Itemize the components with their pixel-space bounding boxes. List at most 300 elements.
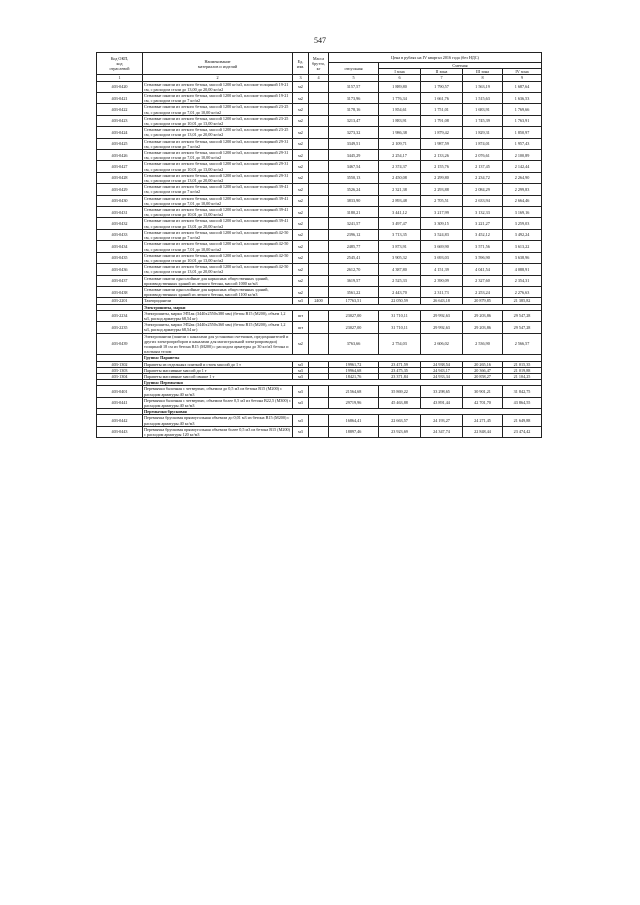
name-cell: Стеновые панели из легкого бетона, массой 1200 кг/м3, плоские толщиной 42-50 см, с расходом стали до 10,01 до 13,00 кг/м2: [143, 252, 293, 263]
price-cell: 29 992,63: [421, 310, 463, 321]
price-cell: 20 879,85: [463, 298, 503, 304]
name-cell: Электропанели (панели с каналами для установки счетчиков, предохранителей и других электроприборов и каналами для магистральной электропроводки) толщиной 18 см из бетона В15 (М200) с расходом арматуры до 30 кг/м3 бетона и плотным телом: [143, 333, 293, 355]
price-cell: 2545,41: [329, 252, 379, 263]
name-cell: Перемычка брусковая прямоугольная объемом более 0,5 м3 из бетона В15 (М200) с расходом арматуры 120 кг/м3: [143, 426, 293, 437]
code-cell: 403-2201: [97, 298, 143, 304]
mass-cell: [309, 93, 329, 104]
price-cell: 21 649,88: [503, 415, 542, 426]
price-cell: 2 390,09: [421, 275, 463, 286]
price-cell: 20 858,27: [463, 373, 503, 379]
price-cell: 3 441,12: [379, 207, 421, 218]
table-row: [97, 275, 542, 286]
price-cell: 2 084,29: [463, 184, 503, 195]
unit-cell: м3: [293, 298, 309, 304]
price-cell: 2485,77: [329, 241, 379, 252]
name-cell: Стеновые панели из легкого бетона, массой 1200 кг/м3, плоские толщиной 19-21 см, с расходом стали до 7 кг/м2: [143, 93, 293, 104]
unit-cell: м2: [293, 286, 309, 297]
name-cell: Стеновые панели из легкого бетона, массой 1200 кг/м3, плоские толщиной 29-31 см, с расходом стали до 10,01 до 13,00 кг/м2: [143, 161, 293, 172]
price-cell: 3 669,90: [421, 241, 463, 252]
zone-header: III зона: [463, 69, 503, 75]
code-cell: 403-0424: [97, 127, 143, 138]
mass-cell: [309, 241, 329, 252]
group-title: Группа: Парапеты: [143, 355, 542, 361]
mass-header-line-2: брутто,: [311, 61, 325, 67]
mass-cell: [309, 397, 329, 408]
price-cell: 2 254,17: [379, 150, 421, 161]
mass-cell: [309, 286, 329, 297]
mass-cell: [309, 386, 329, 397]
price-cell: 3 596,90: [463, 252, 503, 263]
name-header-line-2: материалов и изделий: [197, 63, 238, 69]
code-cell: 403-1303: [97, 367, 143, 373]
code-cell: 403-1302: [97, 361, 143, 367]
code-header-line-2: код: [116, 61, 123, 67]
price-cell: 3445,29: [329, 150, 379, 161]
price-cell: 3763,66: [329, 333, 379, 355]
column-index: 9: [503, 75, 542, 81]
price-cell: 23027,00: [329, 310, 379, 321]
price-cell: 22 848,44: [463, 426, 503, 437]
price-cell: 31 710,11: [379, 322, 421, 333]
code-cell: 403-0421: [97, 93, 143, 104]
price-cell: 3 693,03: [421, 252, 463, 263]
price-cell: 1 790,57: [421, 81, 463, 92]
table-row: [97, 93, 542, 104]
mass-cell: 2400: [309, 298, 329, 304]
price-cell: 1 745,39: [463, 115, 503, 126]
mass-cell: [309, 195, 329, 206]
code-cell: 403-0429: [97, 184, 143, 195]
price-cell: 35 869,22: [379, 386, 421, 397]
name-cell: Парапеты массивные массой до 1 т: [143, 367, 293, 373]
group-title: Перемычки брусковая: [143, 409, 542, 415]
table-body: [97, 81, 542, 438]
table-row: [97, 104, 542, 115]
code-cell: 403-0441: [97, 397, 143, 408]
code-cell: 403-2235: [97, 322, 143, 333]
code-cell: 403-0433: [97, 229, 143, 240]
table-row: [97, 207, 542, 218]
price-cell: 23 923,69: [379, 426, 421, 437]
unit-cell: м2: [293, 333, 309, 355]
unit-cell: м2: [293, 207, 309, 218]
sub-header: Сметная: [379, 63, 542, 69]
price-cell: 3 452,12: [463, 229, 503, 240]
price-cell: 2 100,89: [503, 150, 542, 161]
price-cell: 1 763,91: [503, 115, 542, 126]
price-cell: 3 132,33: [463, 207, 503, 218]
code-header-line-1: Код ОКП,: [110, 55, 129, 61]
price-cell: 3 638,96: [503, 252, 542, 263]
price-cell: 2 327,60: [463, 275, 503, 286]
price-cell: 1 776,34: [379, 93, 421, 104]
column-index: 2: [143, 75, 293, 81]
code-cell: 403-2234: [97, 310, 143, 321]
name-cell: Стеновые панели из легкого бетона, массой 1200 кг/м3, плоские толщиной 39-41 см, с расходом стали до 7,01 до 10,00 кг/м2: [143, 195, 293, 206]
price-cell: 3157,57: [329, 81, 379, 92]
mass-cell: [309, 115, 329, 126]
unit-cell: м3: [293, 367, 309, 373]
unit-cell: м2: [293, 150, 309, 161]
table-row: [97, 415, 542, 426]
mass-cell: [309, 161, 329, 172]
code-cell: 403-0422: [97, 104, 143, 115]
price-title-header: Цена в рублях на IV квартал 2016 года (без НДС): [329, 53, 542, 63]
unit-cell: м2: [293, 264, 309, 275]
price-cell: 2 566,57: [503, 333, 542, 355]
unit-cell: м2: [293, 93, 309, 104]
table-header: [97, 53, 542, 82]
price-cell: 2 321,38: [379, 184, 421, 195]
price-cell: 22 050,59: [379, 298, 421, 304]
price-cell: 23 371,84: [379, 373, 421, 379]
price-cell: 3 905,32: [379, 252, 421, 263]
unit-cell: м2: [293, 184, 309, 195]
unit-cell: м3: [293, 386, 309, 397]
price-cell: 43 864,55: [503, 397, 542, 408]
price-cell: 24 193,27: [421, 415, 463, 426]
zone-header: IV зона: [503, 69, 542, 75]
column-index: 4: [309, 75, 329, 81]
mass-cell: [309, 333, 329, 355]
price-cell: 21 015,35: [503, 361, 542, 367]
price-cell: 3349,51: [329, 138, 379, 149]
code-cell: 403-0427: [97, 161, 143, 172]
price-cell: 3467,54: [329, 161, 379, 172]
table-row: [97, 241, 542, 252]
price-cell: 3 497,47: [379, 218, 421, 229]
table-row: [97, 138, 542, 149]
price-cell: 31 842,75: [503, 386, 542, 397]
price-cell: 1 751,01: [421, 104, 463, 115]
unit-cell: м2: [293, 241, 309, 252]
code-cell: 403-0425: [97, 138, 143, 149]
name-cell: Стеновые панели из легкого бетона, массой 1200 кг/м3, плоские толщиной 29-31 см, с расходом стали до 7 кг/м2: [143, 138, 293, 149]
name-cell: Парапеты массивные массой свыше 1 т: [143, 373, 293, 379]
price-cell: 19964,68: [329, 367, 379, 373]
price-cell: 29 203,86: [463, 310, 503, 321]
table-row: [97, 218, 542, 229]
unit-cell: м2: [293, 104, 309, 115]
unit-cell: м2: [293, 218, 309, 229]
mass-cell: [309, 218, 329, 229]
name-cell: Перемычки балочная с четвертью, объемом до 0,5 м3 из бетона В15 (М200) с расходом арматуры 40 кг/м3: [143, 386, 293, 397]
mass-header-line-1: Масса: [312, 55, 325, 61]
price-cell: 1 854,61: [379, 104, 421, 115]
price-cell: 30 901,21: [463, 386, 503, 397]
table-row: [97, 150, 542, 161]
unit-cell: м2: [293, 252, 309, 263]
mass-cell: [309, 310, 329, 321]
code-cell: 403-0442: [97, 415, 143, 426]
price-cell: 3 613,22: [503, 241, 542, 252]
price-cell: 29 547,28: [503, 310, 542, 321]
page-number: 547: [314, 36, 326, 45]
price-cell: 23 471,59: [379, 361, 421, 367]
price-cell: 2 606,02: [421, 333, 463, 355]
unit-cell: м2: [293, 138, 309, 149]
price-cell: 21 104,25: [503, 373, 542, 379]
price-cell: 24 933,34: [421, 373, 463, 379]
price-cell: 2 443,70: [379, 286, 421, 297]
mass-cell: [309, 150, 329, 161]
price-cell: 2 142,44: [503, 161, 542, 172]
price-cell: 1 636,53: [503, 93, 542, 104]
name-cell: Стеновые панели из легкого бетона, массой 1200 кг/м3, плоские толщиной 39-41 см, с расходом стали до 7 кг/м2: [143, 184, 293, 195]
name-cell: Стеновые панели однослойные для каркасных общественных зданий, производственных зданий из легкого бетона, массой 1100 кг/м3: [143, 286, 293, 297]
column-index: 8: [463, 75, 503, 81]
price-cell: 3550,13: [329, 172, 379, 183]
price-cell: 2 893,48: [379, 195, 421, 206]
price-cell: 31 710,11: [379, 310, 421, 321]
column-index: 7: [421, 75, 463, 81]
table-row: [97, 81, 542, 92]
price-cell: 3 259,03: [503, 218, 542, 229]
name-cell: Стеновые панели из легкого бетона, массой 1200 кг/м3, плоские толщиной 39-41 см, с расходом стали до 10,01 до 13,00 кг/м2: [143, 207, 293, 218]
price-cell: 1 829,31: [463, 127, 503, 138]
mass-header: [309, 53, 329, 75]
mass-cell: [309, 104, 329, 115]
price-cell: 1 791,08: [421, 115, 463, 126]
price-cell: 45 463,88: [379, 397, 421, 408]
price-cell: 3833,90: [329, 195, 379, 206]
name-cell: Парапеты из отдельных плиткой и стоек массой до 1 т: [143, 361, 293, 367]
price-cell: 1 683,91: [463, 104, 503, 115]
price-cell: 2 374,37: [379, 161, 421, 172]
price-cell: 23 474,42: [503, 426, 542, 437]
price-cell: 1 563,19: [463, 81, 503, 92]
table-row: [97, 229, 542, 240]
mass-cell: [309, 415, 329, 426]
name-cell: Перемычки балочная с четвертью, объемом более 0,5 м3 из бетона В22,5 (М300) с расходом арматуры 40 кг/м3: [144, 397, 291, 408]
unit-cell: м3: [293, 361, 309, 367]
price-cell: 2 525,33: [379, 275, 421, 286]
code-cell: 403-0420: [97, 81, 143, 92]
price-cell: 21 385,82: [503, 298, 542, 304]
price-cell: 19961,72: [329, 361, 379, 367]
price-cell: 3173,96: [329, 93, 379, 104]
mass-cell: [309, 275, 329, 286]
unit-cell: м2: [293, 161, 309, 172]
mass-cell: [309, 184, 329, 195]
name-cell: Стеновые панели из легкого бетона, массой 1200 кг/м3, плоские толщиной 42-50 см, с расходом стали до 7 кг/м2: [143, 229, 293, 240]
price-cell: 2 705,51: [421, 195, 463, 206]
price-cell: 1 889,80: [379, 81, 421, 92]
price-cell: 1 515,63: [463, 93, 503, 104]
table-row: [97, 264, 542, 275]
price-cell: 3 309,15: [421, 218, 463, 229]
mass-cell: [309, 426, 329, 437]
price-cell: 3273,32: [329, 127, 379, 138]
price-cell: 4 151,39: [421, 264, 463, 275]
price-cell: 3241,57: [329, 218, 379, 229]
table-row: [97, 161, 542, 172]
name-cell: Перемычка брусковая прямоугольная объемом до 0,01 м3 из бетона В15 (М200) с расходом арматуры 40 кг/м3: [143, 415, 293, 426]
price-cell: 2 354,31: [503, 275, 542, 286]
price-cell: 29 203,86: [463, 322, 503, 333]
price-cell: 21 019,88: [503, 367, 542, 373]
unit-cell: шт: [293, 310, 309, 321]
price-cell: 1 661,76: [421, 93, 463, 104]
price-cell: 24 271,45: [463, 415, 503, 426]
price-cell: 4 041,54: [463, 264, 503, 275]
price-cell: 1 883,91: [379, 115, 421, 126]
group-title: Электрошиты, марки: [143, 304, 542, 310]
table-row: [97, 386, 542, 397]
price-cell: 3 169,16: [503, 207, 542, 218]
price-cell: 2 299,83: [503, 184, 542, 195]
price-cell: 29719,96: [329, 397, 379, 408]
mass-cell: [309, 322, 329, 333]
price-cell: 3213,47: [329, 115, 379, 126]
price-cell: 2 536,90: [463, 333, 503, 355]
price-cell: 2 264,90: [503, 172, 542, 183]
code-header-line-3: отраслевой: [109, 66, 130, 72]
name-cell: Стеновые панели из легкого бетона, массой 1200 кг/м3, плоские толщиной 19-21 см, с расходом стали до 13,00 до 20,00 кг/м2: [143, 81, 293, 92]
code-cell: 403-0430: [97, 195, 143, 206]
price-cell: 2612,70: [329, 264, 379, 275]
name-cell: Стеновые панели из легкого бетона, массой 1200 кг/м3, плоские толщиной 23-25 см, с расходом стали до 13,01 до 20,00 кг/м2: [143, 127, 293, 138]
mass-cell: [309, 207, 329, 218]
table-row: [97, 252, 542, 263]
price-cell: 2 633,94: [463, 195, 503, 206]
price-cell: 17763,51: [329, 298, 379, 304]
price-cell: 2 133,26: [421, 150, 463, 161]
mass-cell: [309, 252, 329, 263]
name-cell: Стеновые панели однослойные для каркасных общественных зданий, производственных зданий из легкого бетона, массой 1000 кг/м3: [143, 275, 293, 286]
price-cell: 23 475,35: [379, 367, 421, 373]
price-cell: 43 891,44: [421, 397, 463, 408]
code-cell: 403-0434: [97, 241, 143, 252]
name-header: [143, 53, 293, 75]
price-cell: 26 643,18: [421, 298, 463, 304]
estimate-header: отпускная: [329, 63, 379, 75]
price-cell: 1 986,38: [379, 127, 421, 138]
code-cell: 403-0436: [97, 264, 143, 275]
name-cell: Электрошиты, марки ЭП1ак (3440х2550х380 мм) (бетон В15 (М200), объем 1,2 м3, расход арматуры 68,54 кг): [143, 310, 293, 321]
price-cell: 29 992,63: [421, 322, 463, 333]
price-cell: 2 664,46: [503, 195, 542, 206]
mass-cell: [309, 138, 329, 149]
name-header-line-1: Наименование: [204, 58, 231, 64]
price-cell: 29 547,28: [503, 322, 542, 333]
price-cell: 3 524,83: [421, 229, 463, 240]
code-cell: 403-0426: [97, 150, 143, 161]
price-cell: 2 155,76: [421, 161, 463, 172]
price-cell: 2 450,08: [379, 172, 421, 183]
unit-cell: м3: [293, 373, 309, 379]
name-cell: Стеновые панели из легкого бетона, массой 1200 кг/м3, плоские толщиной 42-50 см, с расходом стали до 7,01 до 10,00 кг/м2: [143, 241, 293, 252]
price-cell: 2 234,72: [463, 172, 503, 183]
code-cell: 403-0428: [97, 172, 143, 183]
price-cell: 3180,21: [329, 207, 379, 218]
price-cell: 20 366,47: [463, 367, 503, 373]
unit-cell: шт: [293, 322, 309, 333]
unit-cell: м2: [293, 229, 309, 240]
price-cell: 24 938,54: [421, 361, 463, 367]
price-cell: 20 265,16: [463, 361, 503, 367]
table-row: [97, 397, 542, 408]
code-cell: 403-0439: [97, 333, 143, 355]
zone-header: II зона: [421, 69, 463, 75]
price-cell: 21564,68: [329, 386, 379, 397]
price-cell: 3 713,35: [379, 229, 421, 240]
mass-cell: [309, 81, 329, 92]
table-row: [97, 298, 542, 304]
unit-header-line-2: изм.: [296, 63, 305, 69]
price-cell: 1 879,42: [421, 127, 463, 138]
price-cell: 4 088,91: [503, 264, 542, 275]
price-cell: 16864,41: [329, 415, 379, 426]
price-cell: 3 873,91: [379, 241, 421, 252]
code-cell: 403-0432: [97, 218, 143, 229]
price-cell: 1 850,97: [503, 127, 542, 138]
group-title: Группа: Перемычки: [143, 380, 542, 386]
mass-cell: [309, 172, 329, 183]
unit-cell: м2: [293, 81, 309, 92]
price-cell: 3619,57: [329, 275, 379, 286]
code-cell: 403-0423: [97, 115, 143, 126]
price-cell: 1 957,43: [503, 138, 542, 149]
price-cell: 18421,76: [329, 373, 379, 379]
table-row: [97, 184, 542, 195]
price-cell: 2 754,03: [379, 333, 421, 355]
unit-cell: м2: [293, 172, 309, 183]
price-cell: 3526,24: [329, 184, 379, 195]
table-row: [97, 195, 542, 206]
column-index: 3: [293, 75, 309, 81]
table-row: [97, 333, 542, 355]
price-cell: 1 769,66: [503, 104, 542, 115]
code-cell: 403-0401: [97, 386, 143, 397]
name-cell: Стеновые панели из легкого бетона, массой 1200 кг/м3, плоские толщиной 42-50 см, с расходом стали до 13,01 до 20,00 кг/м2: [143, 264, 293, 275]
price-cell: 3 217,99: [421, 207, 463, 218]
name-cell: Электрошиты, марки ЭП2ак (3440х2550х360 мм) (бетон В15 (М200), объем 1,2 м3, расход арматуры 68,54 кг): [143, 322, 293, 333]
price-cell: 2 299,80: [421, 172, 463, 183]
price-cell: 3 492,24: [503, 229, 542, 240]
price-cell: 3 221,27: [463, 218, 503, 229]
table-row: [97, 310, 542, 321]
unit-cell: м3: [293, 415, 309, 426]
table-row: [97, 426, 542, 437]
price-cell: 2 276,63: [503, 286, 542, 297]
code-cell: 403-0443: [97, 426, 143, 437]
unit-cell: м2: [293, 127, 309, 138]
price-cell: 2 109,71: [379, 138, 421, 149]
table-row: [97, 127, 542, 138]
price-table: [96, 52, 542, 438]
unit-cell: м2: [293, 195, 309, 206]
unit-cell: м2: [293, 275, 309, 286]
mass-cell: [309, 229, 329, 240]
code-cell: 403-0435: [97, 252, 143, 263]
code-header: [97, 53, 143, 75]
price-cell: 2 076,61: [463, 150, 503, 161]
price-cell: 1 987,59: [421, 138, 463, 149]
column-index: 6: [379, 75, 421, 81]
unit-cell: м3: [293, 426, 309, 437]
table-row: [97, 322, 542, 333]
name-cell: Тахеприданели: [143, 298, 293, 304]
price-cell: 2 253,24: [463, 286, 503, 297]
price-cell: 24 347,74: [421, 426, 463, 437]
column-index: 5: [329, 75, 379, 81]
table-row: [97, 172, 542, 183]
price-cell: 1 874,01: [463, 138, 503, 149]
price-cell: 22 663,57: [379, 415, 421, 426]
price-cell: 3561,22: [329, 286, 379, 297]
code-cell: 403-1304: [97, 373, 143, 379]
